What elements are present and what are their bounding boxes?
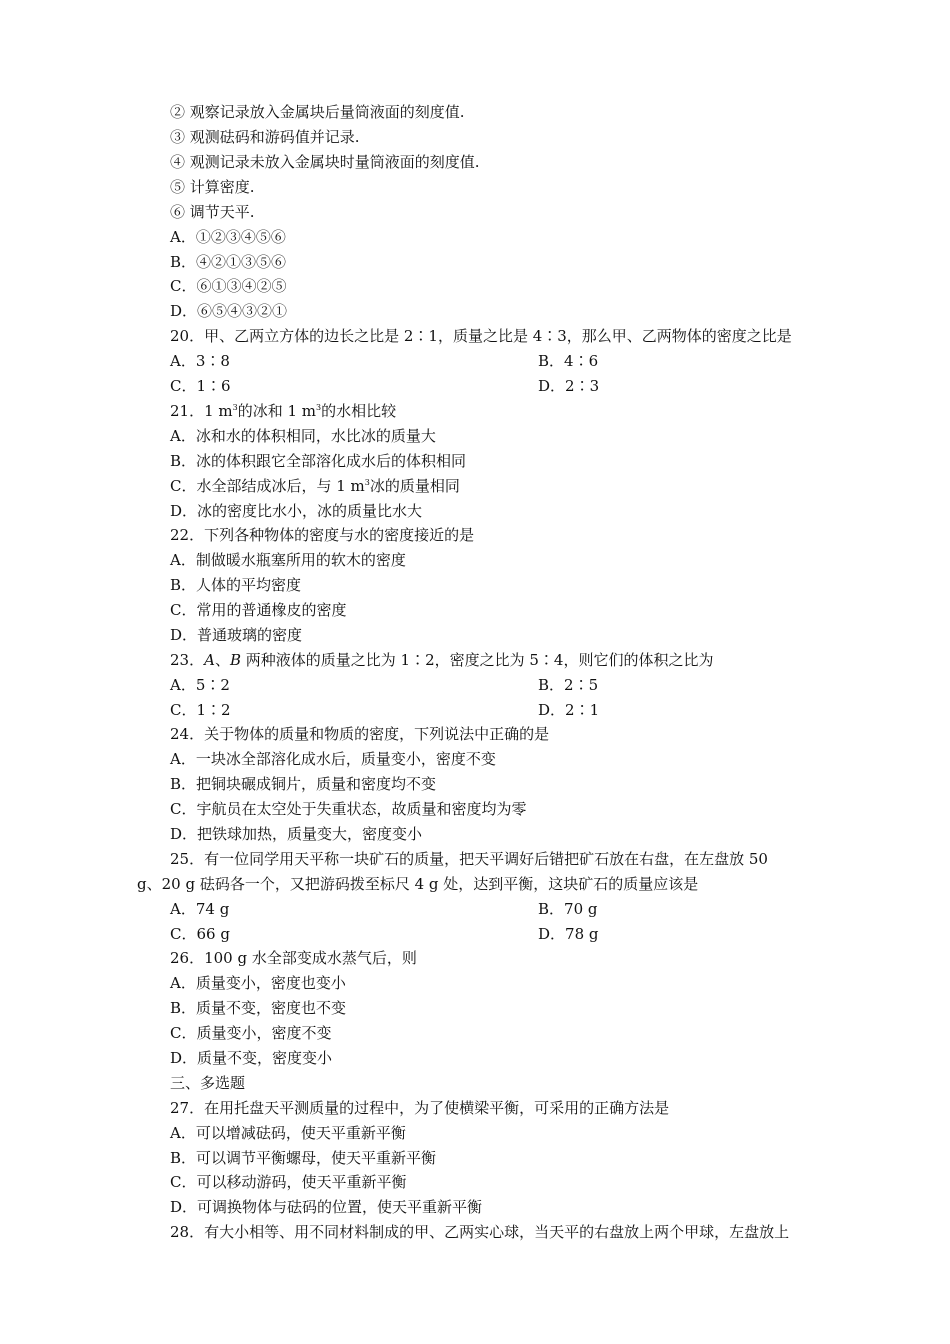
q25-option-d: D．78 g xyxy=(538,925,599,943)
q21-sup-2: 3 xyxy=(316,403,322,412)
q21-c-prefix: C．水全部结成冰后，与 1 m xyxy=(170,477,365,495)
q21-option-d: D．冰的密度比水小，冰的质量比水大 xyxy=(170,502,423,520)
q26-option-c: C．质量变小，密度不变 xyxy=(170,1024,332,1042)
q21-sup-1: 3 xyxy=(232,403,238,412)
q20-option-b: B．4∶6 xyxy=(538,352,599,370)
q22-stem: 22．下列各种物体的密度与水的密度接近的是 xyxy=(170,526,475,544)
q26-stem: 26．100 g 水全部变成水蒸气后，则 xyxy=(170,949,417,967)
step-4: ④ 观测记录未放入金属块时量筒液面的刻度值. xyxy=(170,153,480,171)
q25-stem-line-1: 25．有一位同学用天平称一块矿石的质量，把天平调好后错把矿石放在右盘，在左盘放 50 xyxy=(170,850,768,868)
q28-stem: 28．有大小相等、用不同材料制成的甲、乙两实心球，当天平的右盘放上两个甲球，左盘放上 xyxy=(170,1223,790,1241)
section-heading-multiple-choice: 三、多选题 xyxy=(170,1074,246,1092)
q21-c-sup: 3 xyxy=(364,478,370,487)
q24-option-a: A．一块冰全部溶化成水后，质量变小，密度不变 xyxy=(170,750,496,768)
q27-stem: 27．在用托盘天平测质量的过程中，为了使横梁平衡，可采用的正确方法是 xyxy=(170,1099,670,1117)
q23-num: 23． xyxy=(170,651,205,669)
q20-stem: 20．甲、乙两立方体的边长之比是 2∶1，质量之比是 4∶3，那么甲、乙两物体的密度之比是 xyxy=(170,327,792,345)
q20-option-d: D．2∶3 xyxy=(538,377,600,395)
q25-stem-line-2: g、20 g 砝码各一个，又把游码拨至标尺 4 g 处，达到平衡，这块矿石的质量应该是 xyxy=(137,875,699,893)
q21-stem-suffix: 的水相比较 xyxy=(321,402,397,420)
q25-option-c: C．66 g xyxy=(170,925,230,943)
step-6: ⑥ 调节天平. xyxy=(170,203,255,221)
q19-option-b: B．④②①③⑤⑥ xyxy=(170,253,287,271)
q22-option-b: B．人体的平均密度 xyxy=(170,576,302,594)
q26-option-b: B．质量不变，密度也不变 xyxy=(170,999,347,1017)
q20-option-c: C．1∶6 xyxy=(170,377,231,395)
q23-var-a: A xyxy=(204,651,215,669)
q24-option-d: D．把铁球加热，质量变大，密度变小 xyxy=(170,825,423,843)
q23-option-c: C．1∶2 xyxy=(170,701,231,719)
q21-stem-prefix: 21．1 m xyxy=(170,402,233,420)
q24-stem: 24．关于物体的质量和物质的密度，下列说法中正确的是 xyxy=(170,725,550,743)
q24-option-c: C．宇航员在太空处于失重状态，故质量和密度均为零 xyxy=(170,800,527,818)
q27-option-a: A．可以增减砝码，使天平重新平衡 xyxy=(170,1124,406,1142)
q21-option-a: A．冰和水的体积相同，水比冰的质量大 xyxy=(170,427,436,445)
q21-c-suffix: 冰的质量相同 xyxy=(369,477,460,495)
q25-option-b: B．70 g xyxy=(538,900,598,918)
q21-stem-mid: 的冰和 1 m xyxy=(237,402,317,420)
q27-option-d: D．可调换物体与砝码的位置，使天平重新平衡 xyxy=(170,1198,483,1216)
q24-option-b: B．把铜块碾成铜片，质量和密度均不变 xyxy=(170,775,437,793)
q23-sep: 、 xyxy=(214,651,230,669)
q27-option-b: B．可以调节平衡螺母，使天平重新平衡 xyxy=(170,1149,437,1167)
q22-option-c: C．常用的普通橡皮的密度 xyxy=(170,601,347,619)
q22-option-a: A．制做暖水瓶塞所用的软木的密度 xyxy=(170,551,406,569)
q25-option-a: A．74 g xyxy=(170,900,230,918)
q21-option-c xyxy=(170,476,460,496)
q21-stem xyxy=(170,401,396,421)
q23-option-a: A．5∶2 xyxy=(170,676,230,694)
q23-option-d: D．2∶1 xyxy=(538,701,600,719)
step-3: ③ 观测砝码和游码值并记录. xyxy=(170,128,360,146)
q27-option-c: C．可以移动游码，使天平重新平衡 xyxy=(170,1173,407,1191)
q23-option-b: B．2∶5 xyxy=(538,676,599,694)
q23-stem-rest: 两种液体的质量之比为 1∶2，密度之比为 5∶4，则它们的体积之比为 xyxy=(240,651,714,669)
q26-option-a: A．质量变小，密度也变小 xyxy=(170,974,346,992)
q19-option-a: A．①②③④⑤⑥ xyxy=(170,228,286,246)
q23-var-b: B xyxy=(229,651,241,669)
step-5: ⑤ 计算密度. xyxy=(170,178,255,196)
q19-option-d: D．⑥⑤④③②① xyxy=(170,302,288,320)
q22-option-d: D．普通玻璃的密度 xyxy=(170,626,303,644)
q23-stem xyxy=(170,650,713,670)
q26-option-d: D．质量不变，密度变小 xyxy=(170,1049,333,1067)
q19-option-c: C．⑥①③④②⑤ xyxy=(170,277,287,295)
step-2: ② 观察记录放入金属块后量筒液面的刻度值. xyxy=(170,103,465,121)
q20-option-a: A．3∶8 xyxy=(170,352,230,370)
q21-option-b: B．冰的体积跟它全部溶化成水后的体积相同 xyxy=(170,452,467,470)
